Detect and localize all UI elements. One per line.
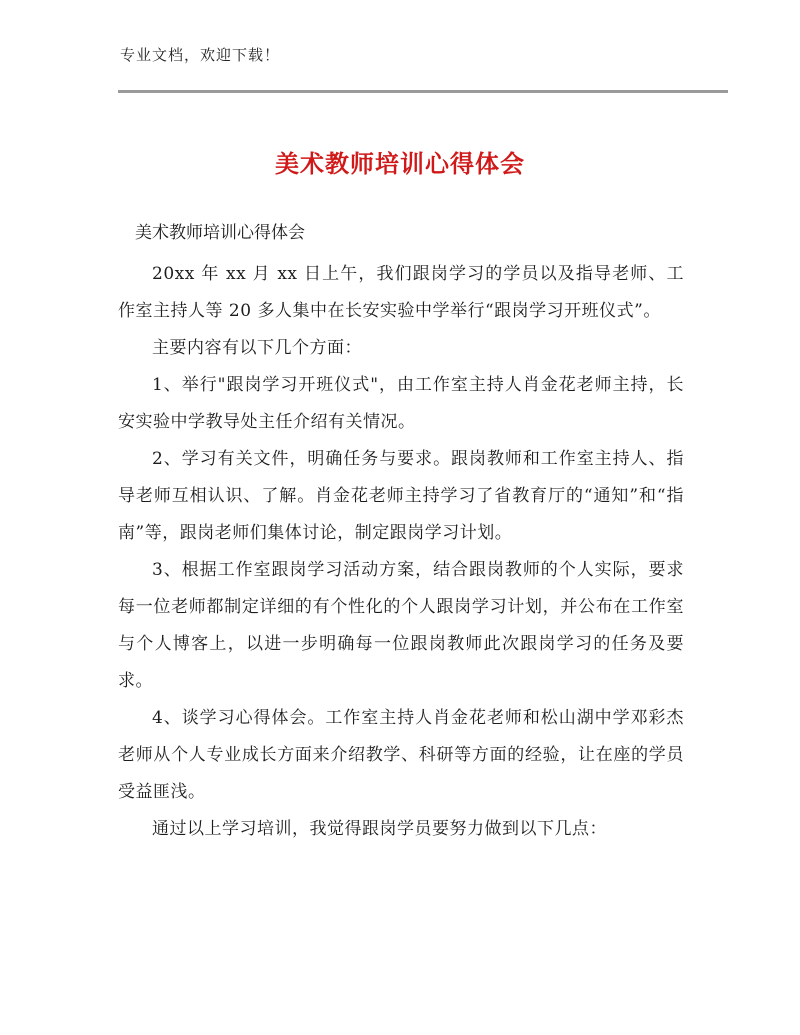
header-note: 专业文档，欢迎下载！ — [120, 46, 281, 64]
paragraph-main-content: 主要内容有以下几个方面： — [152, 338, 362, 358]
document-title: 美术教师培训心得体会 — [275, 150, 525, 178]
header-divider — [118, 90, 728, 93]
paragraph-item-4: 4、谈学习心得体会。工作室主持人肖金花老师和松山湖中学邓彩杰老师从个人专业成长方面来介绍教学、科研等方面的经验，让在座的学员受益匪浅。 — [118, 708, 684, 802]
document-body — [118, 218, 684, 848]
paragraph-item-1: 1、举行"跟岗学习开班仪式"，由工作室主持人肖金花老师主持，长安实验中学教导处主任介绍有关情况。 — [118, 375, 684, 432]
paragraph-conclusion: 通过以上学习培训，我觉得跟岗学员要努力做到以下几点： — [152, 819, 607, 839]
paragraph-item-2: 2、学习有关文件，明确任务与要求。跟岗教师和工作室主持人、指导老师互相认识、了解。肖金花老师主持学习了省教育厅的“通知”和“指南”等，跟岗老师们集体讨论，制定跟岗学习计划。 — [118, 449, 684, 543]
paragraph-item-3: 3、根据工作室跟岗学习活动方案，结合跟岗教师的个人实际，要求每一位老师都制定详细的有个性化的个人跟岗学习计划，并公布在工作室与个人博客上，以进一步明确每一位跟岗教师此次跟岗学习的任务及要求。 — [118, 560, 684, 691]
paragraph-intro: 20xx 年 xx 月 xx 日上午，我们跟岗学习的学员以及指导老师、工作室主持人等 20 多人集中在长安实验中学举行“跟岗学习开班仪式”。 — [118, 264, 684, 321]
document-subtitle: 美术教师培训心得体会 — [135, 223, 305, 243]
